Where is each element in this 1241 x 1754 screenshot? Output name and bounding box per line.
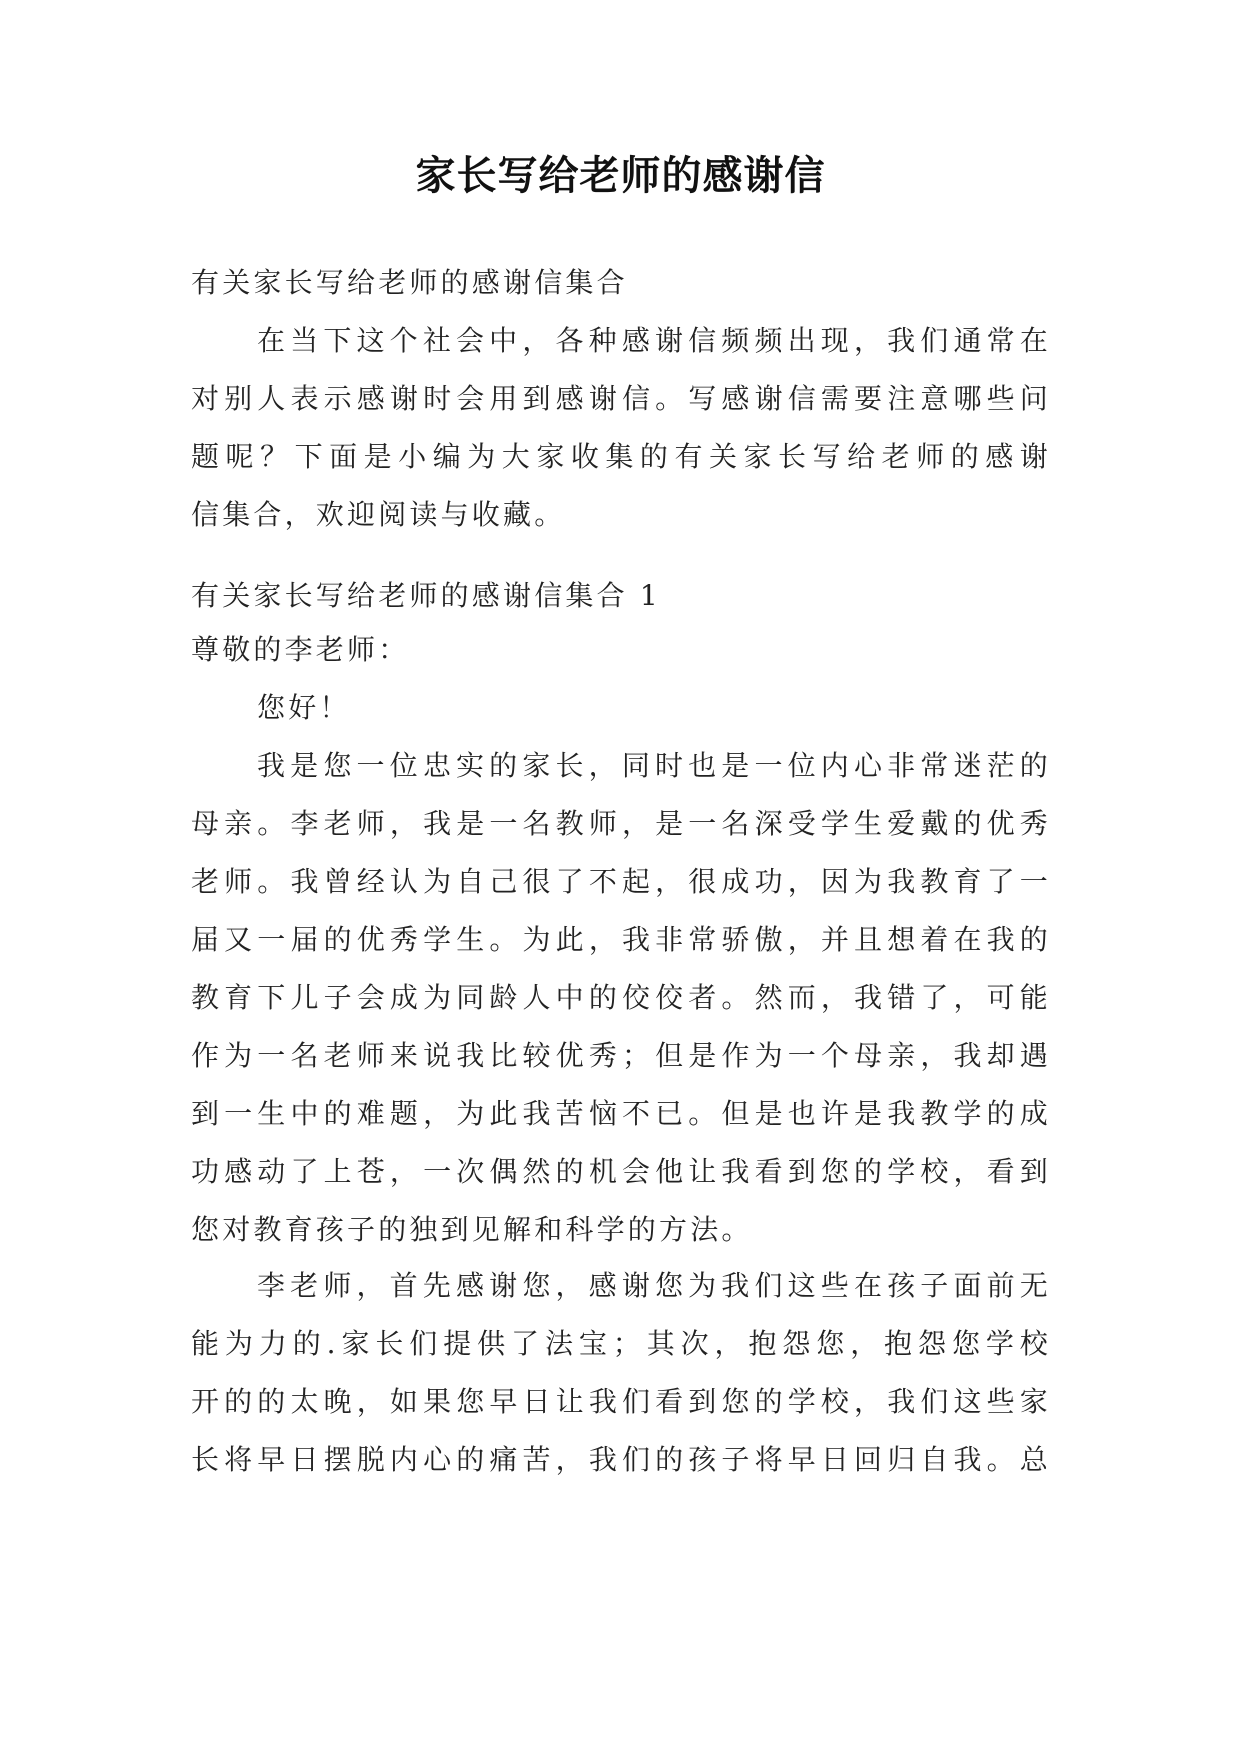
intro-line: 对别人表示感谢时会用到感谢信。写感谢信需要注意哪些问 [191, 382, 1051, 415]
paragraph-line: 开的的太晚，如果您早日让我们看到您的学校，我们这些家 [191, 1385, 1051, 1418]
intro-line: 在当下这个社会中，各种感谢信频频出现，我们通常在 [257, 324, 1051, 357]
document-title: 家长写给老师的感谢信 [415, 153, 826, 199]
section-heading [191, 567, 1051, 625]
paragraph-line: 能为力的.家长们提供了法宝；其次，抱怨您，抱怨您学校 [191, 1327, 1051, 1360]
section-heading-text: 有关家长写给老师的感谢信集合 1 [191, 579, 661, 612]
salutation-text: 尊敬的李老师： [191, 633, 410, 666]
paragraph-line: 作为一名老师来说我比较优秀；但是作为一个母亲，我却遇 [191, 1039, 1051, 1072]
letter-greeting [191, 679, 1051, 737]
paragraph-line: 教育下儿子会成为同龄人中的佼佼者。然而，我错了，可能 [191, 981, 1051, 1014]
letter-paragraph-1 [191, 737, 1051, 1259]
paragraph-line: 母亲。李老师，我是一名教师，是一名深受学生爱戴的优秀 [191, 807, 1051, 840]
intro-paragraph [191, 312, 1051, 544]
paragraph-line: 我是您一位忠实的家长，同时也是一位内心非常迷茫的 [257, 749, 1051, 782]
paragraph-line: 长将早日摆脱内心的痛苦，我们的孩子将早日回归自我。总 [191, 1443, 1051, 1476]
greeting-text: 您好！ [257, 691, 351, 724]
intro-line: 信集合，欢迎阅读与收藏。 [191, 498, 566, 531]
paragraph-line: 到一生中的难题，为此我苦恼不已。但是也许是我教学的成 [191, 1097, 1051, 1130]
paragraph-line: 老师。我曾经认为自己很了不起，很成功，因为我教育了一 [191, 865, 1051, 898]
subtitle-line: 有关家长写给老师的感谢信集合 [191, 266, 628, 299]
letter-paragraph-2 [191, 1257, 1051, 1489]
paragraph-line: 功感动了上苍，一次偶然的机会他让我看到您的学校，看到 [191, 1155, 1051, 1188]
intro-line: 题呢？下面是小编为大家收集的有关家长写给老师的感谢 [191, 440, 1051, 473]
document-subtitle [191, 254, 1051, 312]
letter-salutation [191, 621, 1051, 679]
paragraph-line: 李老师，首先感谢您，感谢您为我们这些在孩子面前无 [257, 1269, 1051, 1302]
paragraph-line: 您对教育孩子的独到见解和科学的方法。 [191, 1213, 753, 1246]
paragraph-line: 届又一届的优秀学生。为此，我非常骄傲，并且想着在我的 [191, 923, 1051, 956]
